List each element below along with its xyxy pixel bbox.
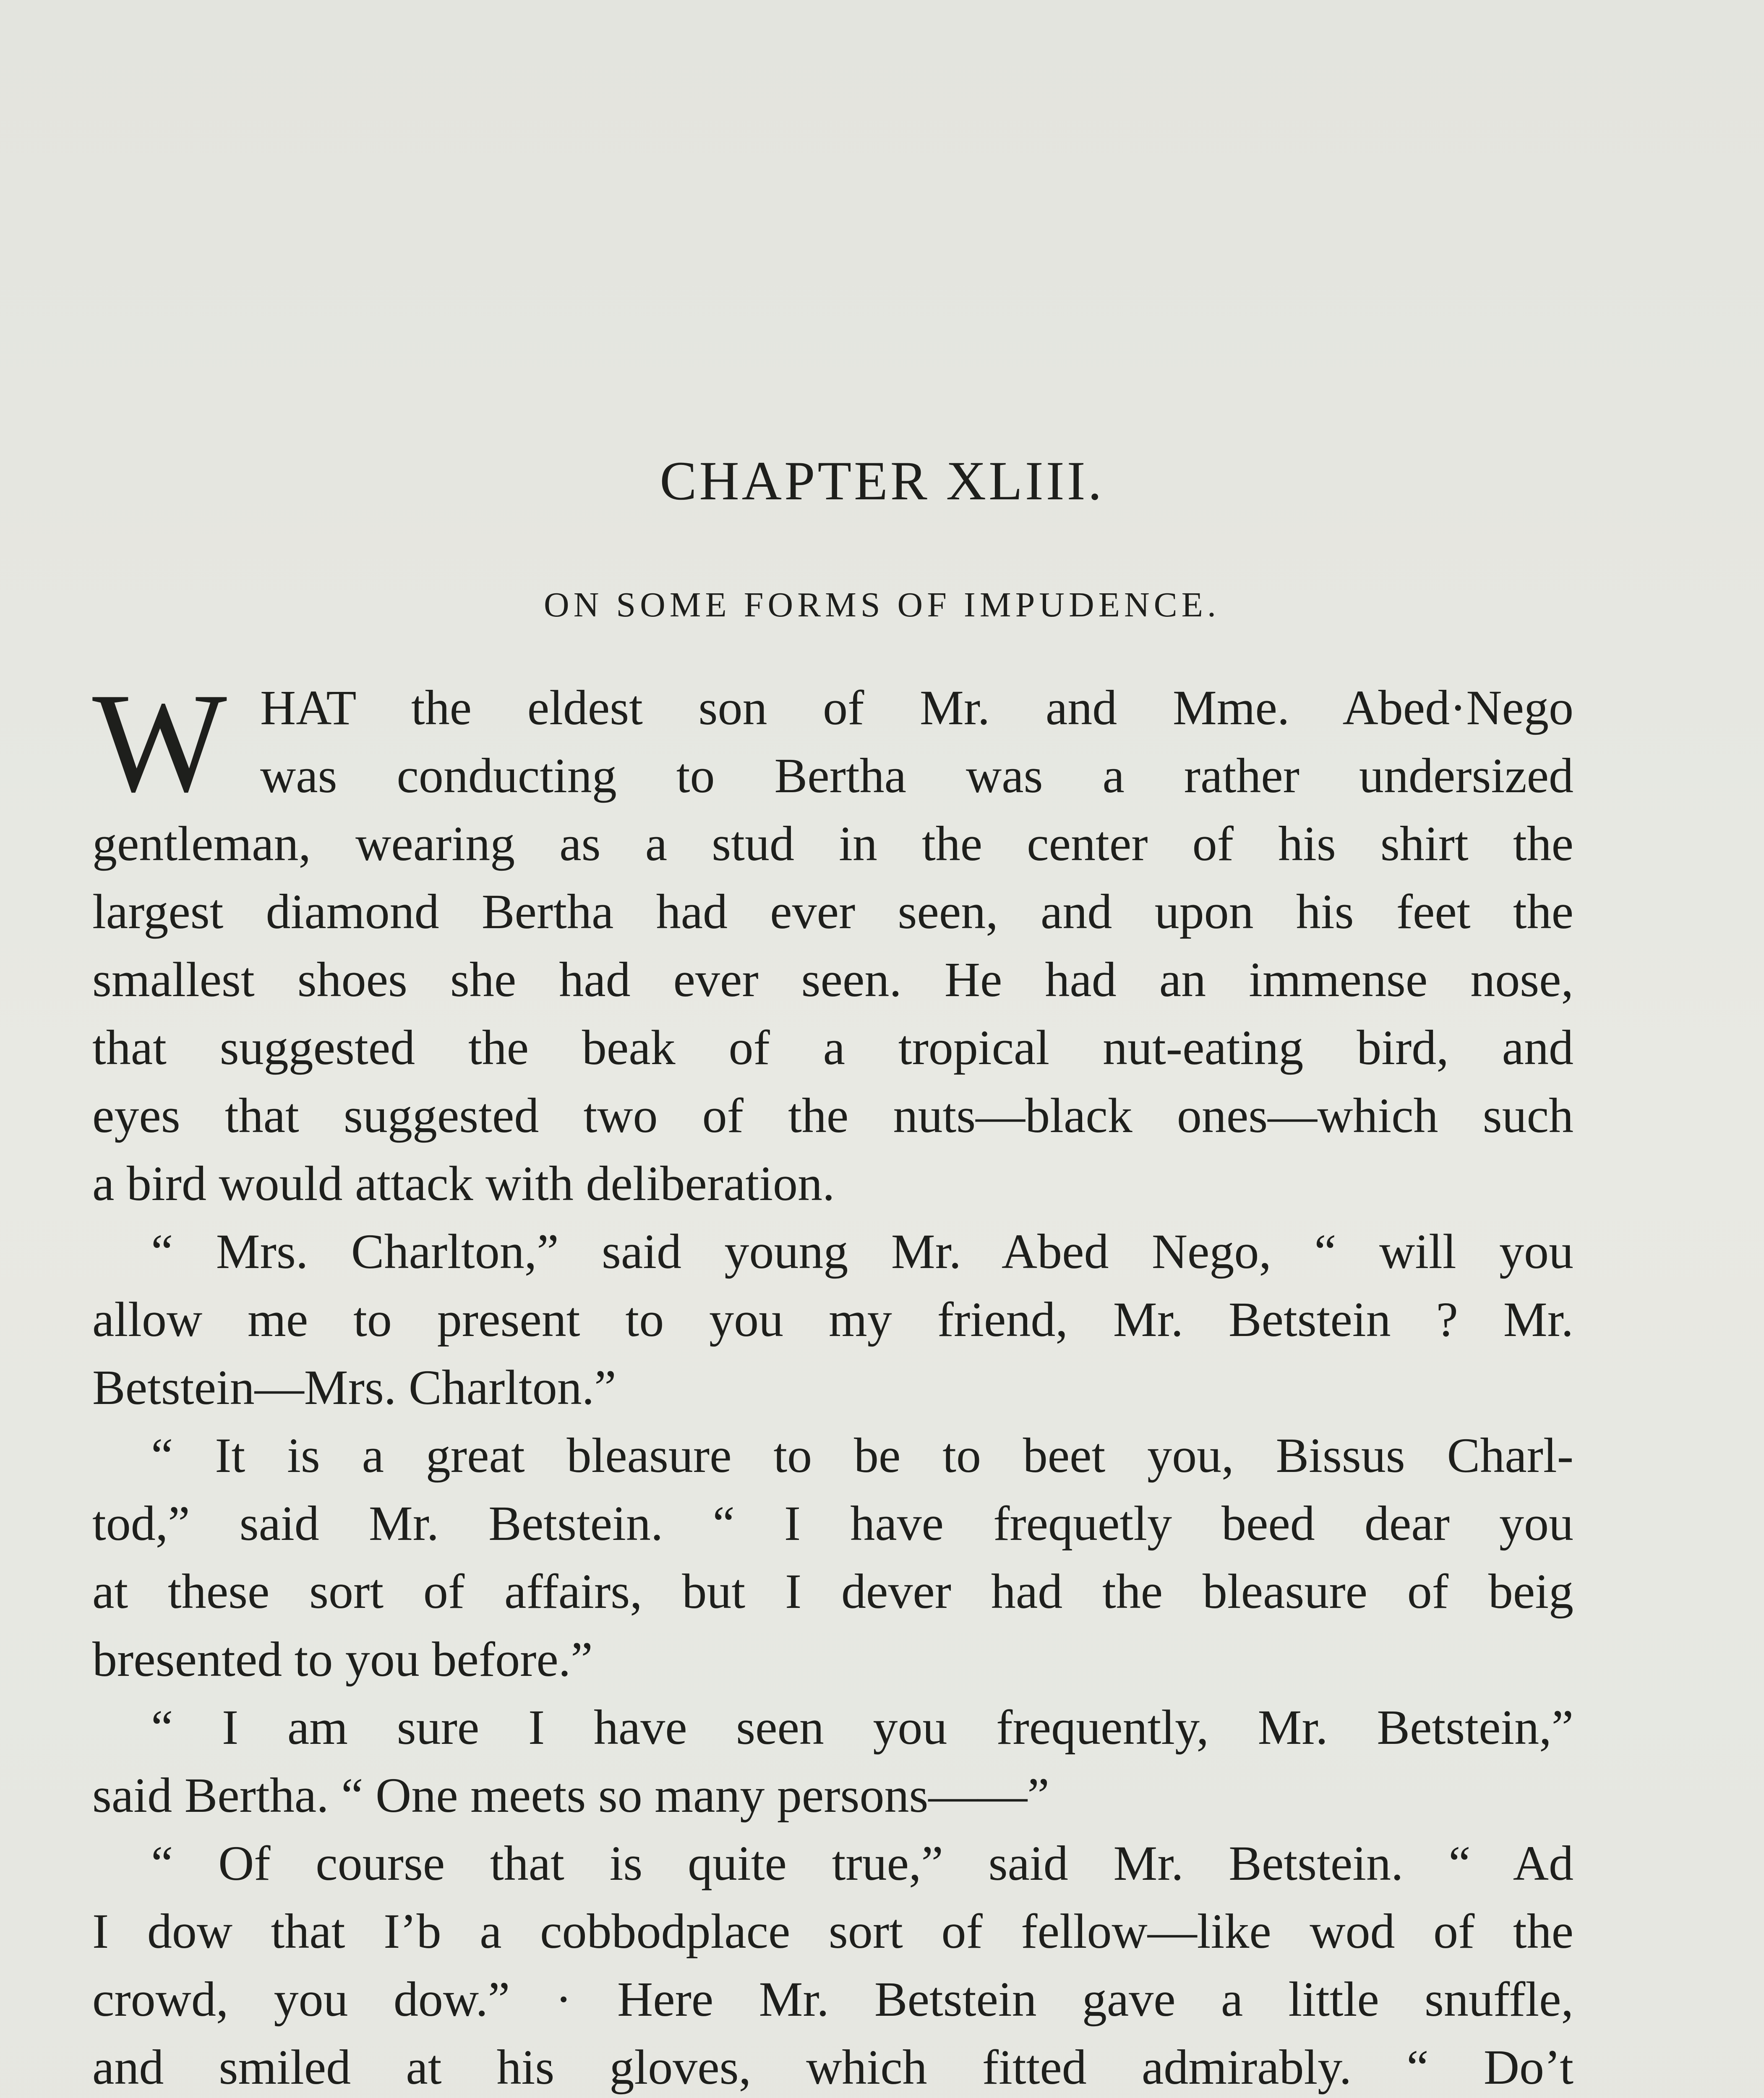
text-line: “ Mrs. Charlton,” said young Mr. Abed Nego, “ will you bbox=[151, 1224, 1574, 1279]
text-line: tod,” said Mr. Betstein. “ I have frequetly beed dear you bbox=[92, 1496, 1574, 1551]
drop-cap: W bbox=[92, 663, 227, 822]
text-line: said Bertha. “ One meets so many persons——” bbox=[92, 1768, 1049, 1823]
text-line: allow me to present to you my friend, Mr. Betstein ? Mr. bbox=[92, 1292, 1574, 1347]
chapter-subtitle: ON SOME FORMS OF IMPUDENCE. bbox=[544, 585, 1220, 624]
text-line: that suggested the beak of a tropical nut-eating bird, and bbox=[92, 1020, 1574, 1075]
text-line: gentleman, wearing as a stud in the center of his shirt the bbox=[92, 816, 1574, 871]
text-line: “ I am sure I have seen you frequently, Mr. Betstein,” bbox=[151, 1700, 1574, 1755]
text-line: bresented to you before.” bbox=[92, 1632, 593, 1687]
text-line: at these sort of affairs, but I dever had the bleasure of beig bbox=[92, 1564, 1574, 1619]
text-line: was conducting to Bertha was a rather undersized bbox=[260, 748, 1574, 803]
text-line: crowd, you dow.” · Here Mr. Betstein gave a little snuffle, bbox=[92, 1972, 1574, 2027]
text-line: largest diamond Bertha had ever seen, and upon his feet the bbox=[92, 884, 1574, 939]
text-line: HAT the eldest son of Mr. and Mme. Abed·Nego bbox=[260, 680, 1574, 735]
chapter-body bbox=[92, 663, 1574, 2098]
text-line: I dow that I’b a cobbodplace sort of fellow—like wod of the bbox=[92, 1904, 1574, 1959]
text-line: and smiled at his gloves, which fitted admirably. “ Do’t bbox=[92, 2040, 1574, 2095]
text-line: eyes that suggested two of the nuts—black ones—which such bbox=[92, 1088, 1574, 1143]
text-line: “ Of course that is quite true,” said Mr. Betstein. “ Ad bbox=[151, 1836, 1574, 1891]
text-line: Betstein—Mrs. Charlton.” bbox=[92, 1360, 616, 1415]
text-line: smallest shoes she had ever seen. He had an immense nose, bbox=[92, 952, 1574, 1007]
text-line: “ It is a great bleasure to be to beet you, Bissus Charl- bbox=[151, 1428, 1574, 1483]
text-line: a bird would attack with deliberation. bbox=[92, 1156, 835, 1211]
chapter-title: CHAPTER XLIII. bbox=[660, 450, 1104, 511]
